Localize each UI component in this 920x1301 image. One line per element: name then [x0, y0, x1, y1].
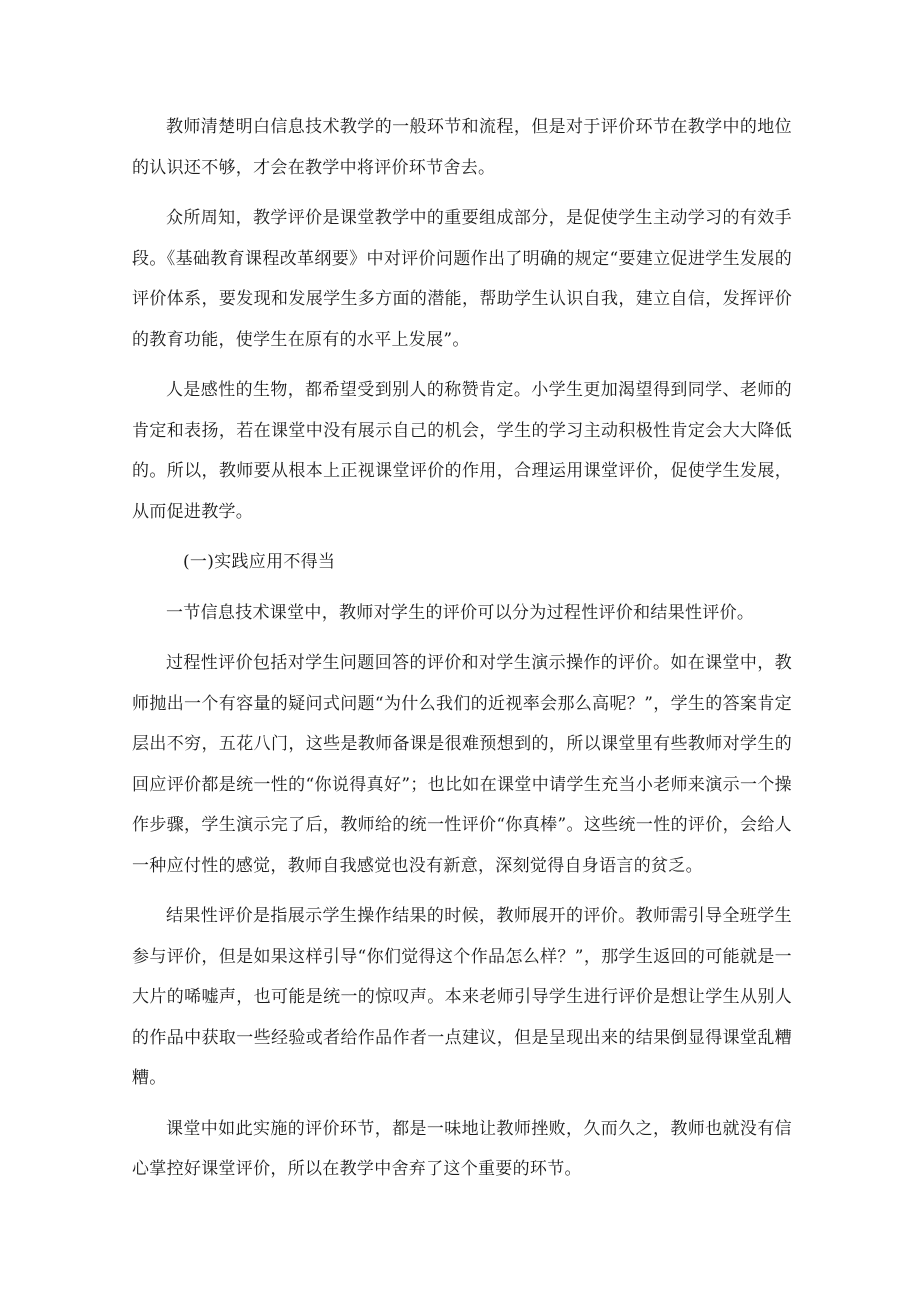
paragraph-1: 教师清楚明白信息技术教学的一般环节和流程，但是对于评价环节在教学中的地位的认识还不够，才会在教学中将评价环节舍去。 [132, 117, 792, 178]
paragraph-3: 人是感性的生物，都希望受到别人的称赞肯定。小学生更加渴望得到同学、老师的肯定和表扬，若在课堂中没有展示自己的机会，学生的学习主动积极性肯定会大大降低的。所以，教师要从根本上正视课堂评价的作用，合理运用课堂评价，促使学生发展，从而促进教学。 [132, 380, 792, 522]
paragraph-2: 众所周知，教学评价是课堂教学中的重要组成部分，是促使学生主动学习的有效手段。《基础教育课程改革纲要》中对评价问题作出了明确的规定“要建立促进学生发展的评价体系，要发现和发展学生多方面的潜能，帮助学生认识自我，建立自信，发挥评价的教育功能，使学生在原有的水平上发展”。 [132, 208, 792, 350]
paragraph-7: 结果性评价是指展示学生操作结果的时候，教师展开的评价。教师需引导全班学生参与评价，但是如果这样引导“你们觉得这个作品怎么样？”，那学生返回的可能就是一大片的唏嘘声，也可能是统一的惊叹声。本来老师引导学生进行评价是想让学生从别人的作品中获取一些经验或者给作品作者一点建议，但是呈现出来的结果倒显得课堂乱糟糟。 [132, 906, 792, 1088]
section-heading: (一)实践应用不得当 [183, 552, 336, 572]
document-body [132, 107, 792, 1190]
paragraph-8: 课堂中如此实施的评价环节，都是一味地让教师挫败，久而久之，教师也就没有信心掌控好课堂评价，所以在教学中舍弃了这个重要的环节。 [132, 1118, 792, 1179]
paragraph-6: 过程性评价包括对学生问题回答的评价和对学生演示操作的评价。如在课堂中，教师抛出一个有容量的疑问式问题“为什么我们的近视率会那么高呢？”，学生的答案肯定层出不穷，五花八门，这些是教师备课是很难预想到的，所以课堂里有些教师对学生的回应评价都是统一性的“你说得真好”；也比如在课堂中请学生充当小老师来演示一个操作步骤，学生演示完了后，教师给的统一性评价“你真棒”。这些统一性的评价，会给人一种应付性的感觉，教师自我感觉也没有新意，深刻觉得自身语言的贫乏。 [132, 653, 792, 876]
paragraph-5: 一节信息技术课堂中，教师对学生的评价可以分为过程性评价和结果性评价。 [166, 602, 755, 623]
